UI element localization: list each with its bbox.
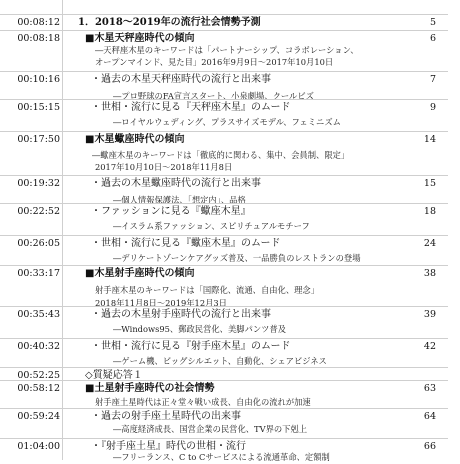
toc-row — [0, 193, 448, 203]
toc-row — [0, 115, 448, 131]
toc-row — [0, 235, 448, 252]
toc-entry-text: ・過去の木星射手座時代の流行と出来事 — [91, 309, 271, 320]
toc-entry-text: ―Windows95、郵政民営化、美脚パンツ普及 — [113, 324, 287, 334]
page-number: 6 — [429, 33, 436, 44]
timestamp: 00:22:52 — [17, 206, 60, 217]
toc-entry-text: ■土星射手座時代の社会情勢 — [85, 383, 215, 394]
toc-row — [0, 99, 448, 116]
toc-entry-text: ―デリケートゾーンケアグッズ普及、一品勝負のレストランの登場 — [113, 253, 361, 263]
toc-entry-text: ・過去の木星天秤座時代の流行と出来事 — [91, 74, 271, 85]
toc-row — [0, 89, 448, 99]
toc-row — [0, 30, 448, 44]
toc-entry-text: 2018年11月8日〜2019年12月3日 — [95, 298, 227, 308]
toc-row — [0, 203, 448, 220]
toc-row — [0, 160, 448, 175]
toc-entry-text: ◇質疑応答１ — [85, 370, 143, 381]
toc-row — [0, 55, 448, 71]
toc-entry-text: 2017年10月10日〜2018年11月8日 — [95, 162, 233, 172]
toc-entry-text: ―ゲーム機、ビッグシルエット、自動化、シェアビジネス — [113, 356, 327, 366]
page-number: 18 — [423, 206, 436, 217]
page-number: 15 — [423, 178, 436, 189]
toc-entry-text: 射手座土星時代は正々堂々戦い成長、自由化の流れが加速 — [95, 397, 311, 407]
page-number: 42 — [423, 341, 436, 352]
toc-entry-text: ■木星天秤座時代の傾向 — [85, 33, 195, 44]
toc-entry-text: ―高度経済成長、国営企業の民営化、TV界の下剋上 — [113, 424, 308, 434]
page-number: 5 — [429, 17, 436, 28]
toc-row — [0, 322, 448, 338]
toc-entry-text: 射手座木星のキーワードは「国際化、流通、自由化、理念」 — [95, 285, 320, 295]
timestamp: 00:26:05 — [17, 238, 60, 249]
toc-entry-text: ―天秤座木星のキーワードは「パートナーシップ、コラボレーション、 — [95, 45, 359, 55]
toc-entry-text: オープンマインド、見た目」2016年9月9日〜2017年10月10日 — [95, 57, 334, 67]
toc-row — [0, 43, 448, 55]
page-number: 63 — [423, 383, 436, 394]
toc-row — [0, 380, 448, 396]
timestamp: 00:08:12 — [17, 17, 60, 28]
page-number: 39 — [423, 309, 436, 320]
timestamp: 00:58:12 — [17, 383, 60, 394]
toc-entry-text: ―蠍座木星のキーワードは「徹底的に関わる、集中、会員制、限定」 — [92, 150, 350, 160]
toc-row — [0, 283, 448, 296]
toc-row — [0, 408, 448, 423]
toc-entry-text: ―プロ野球のFA宣言スタート、小泉劇場、クールビズ — [113, 91, 314, 101]
page-number: 66 — [423, 441, 436, 452]
timestamp: 00:35:43 — [17, 309, 60, 320]
toc-entry-text: ・過去の木星蠍座時代の流行と出来事 — [91, 178, 261, 189]
toc-entry-text: ・過去の射手座土星時代の出来事 — [91, 411, 241, 422]
page-number: 7 — [429, 74, 436, 85]
toc-row — [0, 338, 448, 355]
page-number: 38 — [423, 268, 436, 279]
timestamp: 00:59:24 — [17, 411, 60, 422]
toc-entry-text: ・世相・流行に見る『射手座木星』のムード — [91, 341, 291, 352]
page-number: 14 — [423, 134, 436, 145]
toc-entry-text: ―イスラム系ファッション、スピリチュアルモチーフ — [113, 221, 310, 231]
timestamp: 00:08:18 — [17, 33, 60, 44]
toc-entry-text: ―個人情報保護法、「想定内」、品格 — [113, 195, 246, 205]
toc-entry-text: ・ファッションに見る『蠍座木星』 — [91, 206, 251, 217]
timestamp: 00:19:32 — [17, 178, 60, 189]
toc-entry-text: ―ロイヤルウェディング、プラスサイズモデル、フェミニズム — [113, 117, 341, 127]
toc-entry-text: ―フリーランス、C to Cサービスによる流通革命、定額制 — [113, 452, 330, 462]
page-number: 9 — [429, 102, 436, 113]
toc-row — [0, 422, 448, 438]
toc-row — [0, 71, 448, 90]
toc-entry-text: 1．2018〜2019年の流行社会情勢予測 — [78, 17, 261, 28]
page-number: 24 — [423, 238, 436, 249]
toc-entry-text: ■木星射手座時代の傾向 — [85, 268, 195, 279]
toc-row — [0, 148, 448, 160]
toc-entry-text: ・『射手座土星』時代の世相・流行 — [91, 441, 246, 452]
toc-row — [0, 15, 448, 30]
toc-row — [0, 265, 448, 284]
toc-row — [0, 395, 448, 408]
toc-row — [0, 354, 448, 367]
toc-row — [0, 450, 448, 460]
toc-row — [0, 296, 448, 306]
timestamp: 00:33:17 — [17, 268, 60, 279]
toc-row — [0, 251, 448, 265]
timestamp: 00:17:50 — [17, 134, 60, 145]
toc-row — [0, 131, 448, 149]
timestamp: 00:10:16 — [17, 74, 60, 85]
timestamp: 00:52:25 — [17, 370, 60, 381]
timestamp: 00:15:15 — [17, 102, 60, 113]
toc-entry-text: ■木星蠍座時代の傾向 — [85, 134, 185, 145]
page-number: 64 — [423, 411, 436, 422]
toc-entry-text: ・世相・流行に見る『天秤座木星』のムード — [91, 102, 291, 113]
toc-row — [0, 367, 448, 381]
toc-entry-text: ・世相・流行に見る『蠍座木星』のムード — [91, 238, 281, 249]
timestamp: 01:04:00 — [17, 441, 60, 452]
timestamp: 00:40:32 — [17, 341, 60, 352]
toc-row — [0, 306, 448, 323]
toc-row — [0, 175, 448, 194]
toc-row — [0, 219, 448, 235]
